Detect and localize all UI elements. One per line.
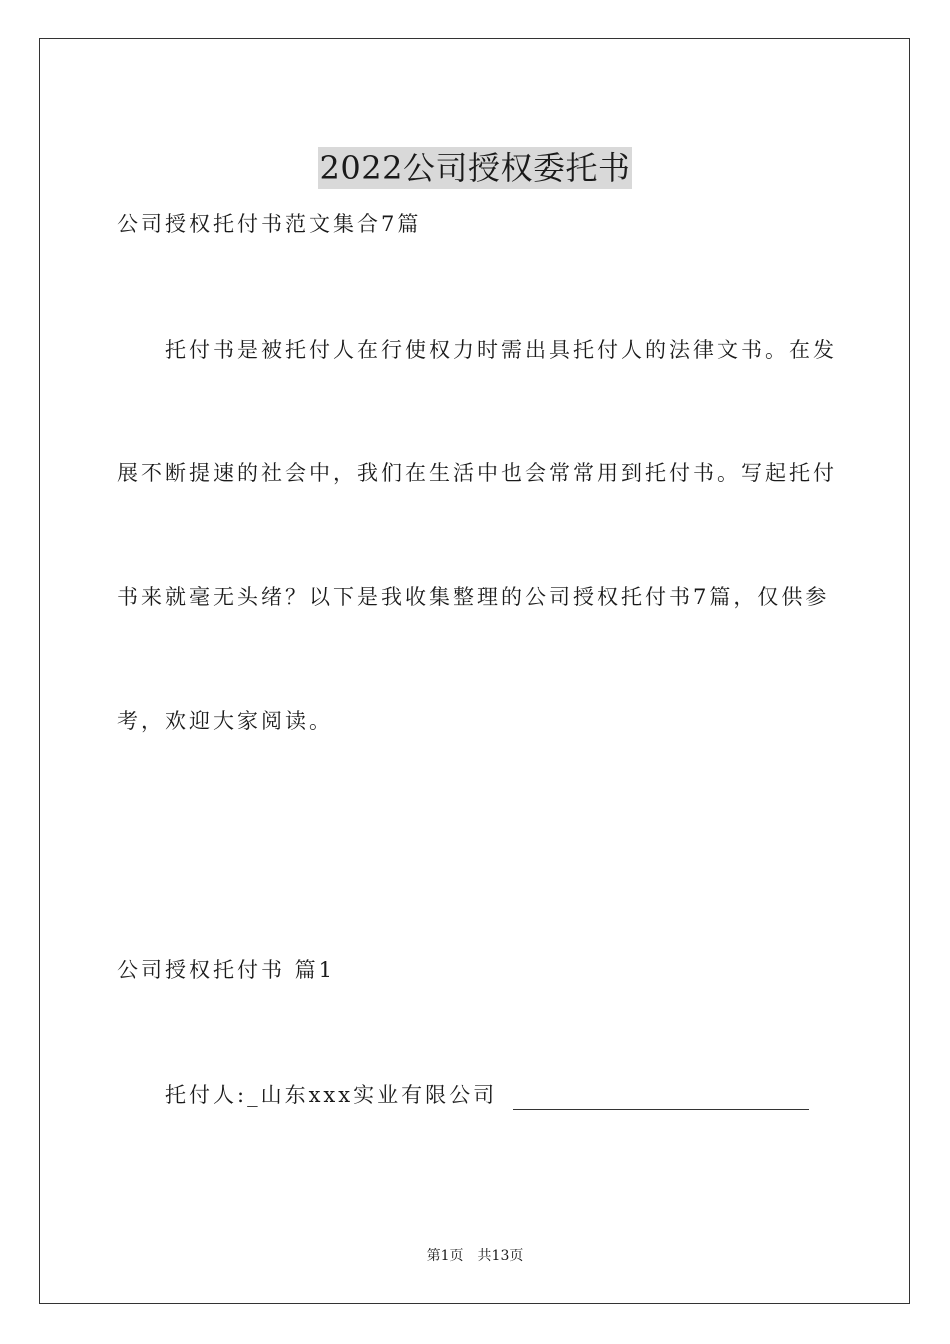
page-footer — [0, 1246, 950, 1266]
section-heading: 公司授权托付书 篇1 — [117, 958, 336, 982]
document-subtitle: 公司授权托付书范文集合7篇 — [117, 212, 422, 236]
intro-line-3: 书来就毫无头绪？以下是我收集整理的公司授权托付书7篇，仅供参 — [117, 585, 830, 609]
page-number: 第1页 — [426, 1248, 464, 1264]
principal-text: 托付人:_山东xxx实业有限公司 — [165, 1083, 498, 1107]
intro-line-4: 考，欢迎大家阅读。 — [117, 709, 333, 733]
intro-line-2: 展不断提速的社会中，我们在生活中也会常常用到托付书。写起托付 — [117, 461, 837, 485]
document-title: 2022公司授权委托书 — [319, 149, 631, 188]
intro-line-1: 托付书是被托付人在行使权力时需出具托付人的法律文书。在发 — [165, 338, 837, 362]
page-total: 共13页 — [477, 1248, 524, 1264]
principal-blank-field — [513, 1087, 809, 1110]
title-container — [0, 126, 950, 211]
principal-line — [165, 1080, 809, 1110]
